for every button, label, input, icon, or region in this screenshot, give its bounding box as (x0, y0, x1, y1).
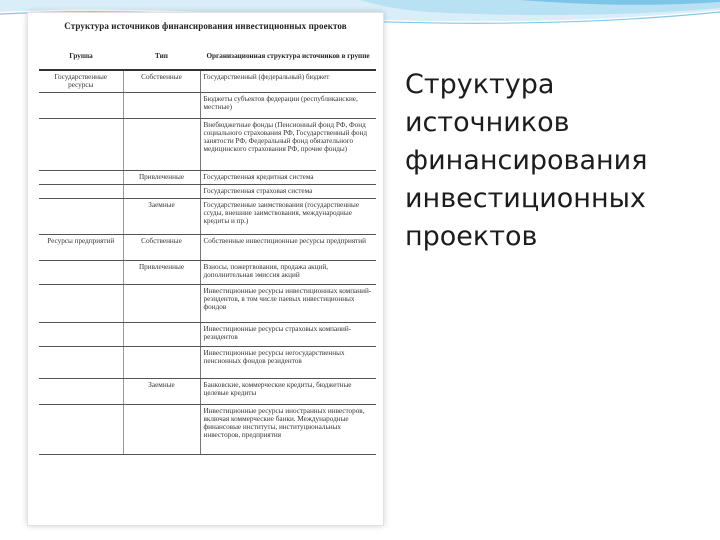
table-row (39, 378, 376, 404)
cell-group (39, 170, 123, 184)
scanned-table-image (27, 12, 384, 526)
cell-type: Собственные (123, 234, 200, 260)
table-row (39, 70, 376, 92)
slide-title-line: финансирования (405, 145, 648, 176)
cell-group (39, 378, 123, 404)
table-row (39, 260, 376, 284)
table-caption: Структура источников финансирования инвестиционных проектов (64, 21, 347, 31)
cell-group (39, 322, 123, 346)
table-row (39, 170, 376, 184)
table-row (39, 92, 376, 118)
table-row (39, 322, 376, 346)
cell-type (123, 284, 200, 322)
header-type: Тип (123, 43, 200, 70)
cell-source: Банковские, коммерческие кредиты, бюджетные целевые кредиты (200, 378, 376, 404)
cell-type: Заемные (123, 198, 200, 234)
cell-group (39, 260, 123, 284)
cell-group (39, 198, 123, 234)
cell-type (123, 322, 200, 346)
table-row (39, 234, 376, 260)
cell-source: Инвестиционные ресурсы иностранных инвесторов, включая коммерческие банки. Международные финансовые институты, институциональных инвесторов, предприятия (200, 404, 376, 454)
cell-group (39, 404, 123, 454)
slide-title-line: Структура (405, 69, 555, 100)
table-row (39, 184, 376, 198)
cell-source: Бюджеты субъектов федерации (республиканские, местные) (200, 92, 376, 118)
cell-group (39, 284, 123, 322)
cell-type: Заемные (123, 378, 200, 404)
cell-source: Взносы, пожертвования, продажа акций, дополнительная эмиссия акций (200, 260, 376, 284)
cell-group: Государственные ресурсы (39, 70, 123, 92)
table-row (39, 346, 376, 378)
header-structure: Организационная структура источников в группе (200, 43, 376, 70)
cell-source: Государственная страховая система (200, 184, 376, 198)
cell-source: Государственный (федеральный) бюджет (200, 70, 376, 92)
table-row (39, 404, 376, 454)
cell-source: Инвестиционные ресурсы негосударственных пенсионных фондов резидентов (200, 346, 376, 378)
table-body (39, 70, 376, 454)
cell-source: Внебюджетные фонды (Пенсионный фонд РФ, Фонд социального страхования РФ, Государственный фонд занятости РФ, Федеральный фонд обязательного медицинского страхования РФ, прочие фонды) (200, 118, 376, 170)
cell-type (123, 346, 200, 378)
cell-group (39, 92, 123, 118)
cell-type: Собственные (123, 70, 200, 92)
slide-title-line: инвестиционных (405, 183, 646, 214)
table-row (39, 284, 376, 322)
cell-group (39, 346, 123, 378)
cell-source: Инвестиционные ресурсы инвестиционных компаний-резидентов, в том числе паевых инвестиционных фондов (200, 284, 376, 322)
table-row (39, 198, 376, 234)
cell-source: Государственные заимствования (государственные ссуды, внешние заимствования, международные кредиты и пр.) (200, 198, 376, 234)
cell-type (123, 184, 200, 198)
table-header-row (39, 43, 376, 70)
cell-source: Инвестиционные ресурсы страховых компаний-резидентов (200, 322, 376, 346)
header-group: Группа (39, 43, 123, 70)
cell-group: Ресурсы предприятий (39, 234, 123, 260)
cell-source: Государственная кредитная система (200, 170, 376, 184)
cell-type (123, 118, 200, 170)
cell-group (39, 118, 123, 170)
slide-title-line: проектов (405, 221, 538, 252)
cell-type (123, 404, 200, 454)
slide-title (405, 66, 705, 256)
cell-group (39, 184, 123, 198)
sources-table (39, 43, 376, 455)
cell-type: Привлеченные (123, 170, 200, 184)
table-row (39, 118, 376, 170)
cell-source: Собственные инвестиционные ресурсы предприятий (200, 234, 376, 260)
cell-type (123, 92, 200, 118)
cell-type: Привлеченные (123, 260, 200, 284)
slide-title-line: источников (405, 107, 570, 138)
